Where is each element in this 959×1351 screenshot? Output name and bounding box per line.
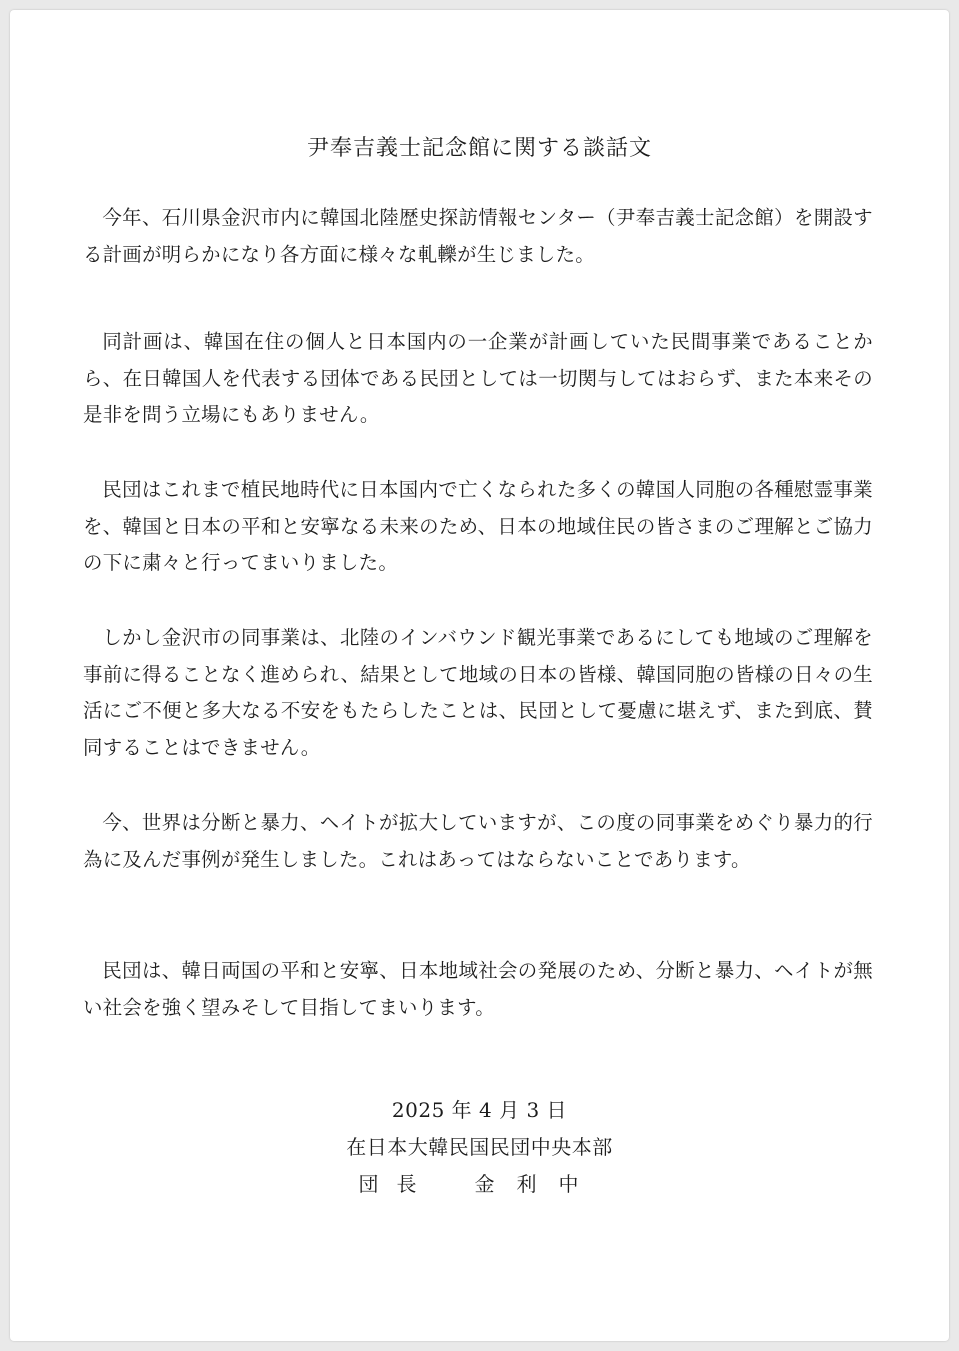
document-title: 尹奉吉義士記念館に関する談話文 xyxy=(306,136,652,161)
paragraph-1: 今年、石川県金沢市内に韓国北陸歴史探訪情報センター（尹奉吉義士記念館）を開設する計画が明らかになり各方面に様々な軋轢が生じました。 xyxy=(83,206,873,266)
paragraph-4: しかし金沢市の同事業は、北陸のインバウンド観光事業であるにしても地域のご理解を事前に得ることなく進められ、結果として地域の日本の皆様、韓国同胞の皆様の日々の生活にご不便と多大なる不安をもたらしたことは、民団として憂慮に堪えず、また到底、賛同することはできません。 xyxy=(83,626,873,759)
signature-date: 2025 年 4 月 3 日 xyxy=(391,1098,568,1122)
signature-name: 金利中 xyxy=(474,1172,601,1196)
signature-role: 団長 xyxy=(358,1172,435,1196)
document-page xyxy=(10,10,949,1341)
paragraph-6: 民団は、韓日両国の平和と安寧、日本地域社会の発展のため、分断と暴力、ヘイトが無い社会を強く望みそして目指してまいります。 xyxy=(83,959,873,1019)
paragraph-3: 民団はこれまで植民地時代に日本国内で亡くなられた多くの韓国人同胞の各種慰霊事業を、韓国と日本の平和と安寧なる未来のため、日本の地域住民の皆さまのご理解とご協力の下に粛々と行ってまいりました。 xyxy=(83,478,873,574)
signature-organization: 在日本大韓民国民団中央本部 xyxy=(346,1135,613,1159)
signature-signer xyxy=(10,1169,949,1199)
paragraph-2: 同計画は、韓国在住の個人と日本国内の一企業が計画していた民間事業であることから、在日韓国人を代表する団体である民団としては一切関与してはおらず、また本来その是非を問う立場にもありません。 xyxy=(83,330,873,426)
paragraph-5: 今、世界は分断と暴力、ヘイトが拡大していますが、この度の同事業をめぐり暴力的行為に及んだ事例が発生しました。これはあってはならないことであります。 xyxy=(83,811,873,871)
